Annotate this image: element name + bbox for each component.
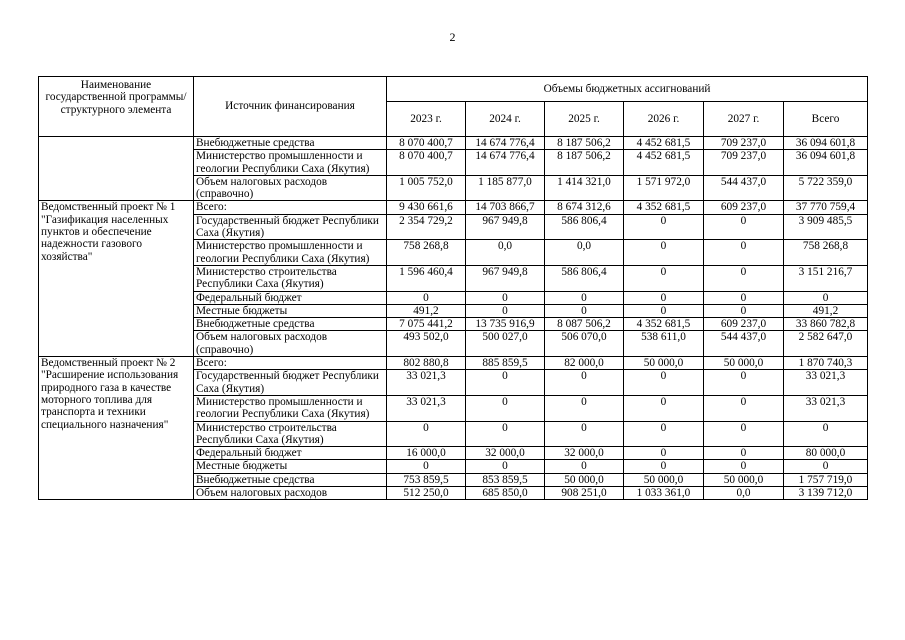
year-value: 0 xyxy=(624,395,704,421)
year-value: 4 352 681,5 xyxy=(624,201,704,214)
year-value: 8 070 400,7 xyxy=(387,137,466,150)
year-value: 50 000,0 xyxy=(624,473,704,486)
year-value: 0 xyxy=(704,370,784,396)
year-value: 493 502,0 xyxy=(387,331,466,357)
year-value: 8 087 506,2 xyxy=(545,318,624,331)
year-value: 0 xyxy=(624,421,704,447)
funding-source: Федеральный бюджет xyxy=(194,291,387,304)
year-value: 0 xyxy=(624,447,704,460)
year-value: 13 735 916,9 xyxy=(466,318,545,331)
total-value: 0 xyxy=(784,460,868,473)
year-value: 0,0 xyxy=(466,240,545,266)
year-value: 753 859,5 xyxy=(387,473,466,486)
year-value: 0 xyxy=(704,304,784,317)
year-value: 609 237,0 xyxy=(704,201,784,214)
year-value: 0 xyxy=(704,421,784,447)
funding-source: Всего: xyxy=(194,201,387,214)
year-value: 500 027,0 xyxy=(466,331,545,357)
year-value: 0,0 xyxy=(704,487,784,500)
funding-source: Всего: xyxy=(194,357,387,370)
year-value: 586 806,4 xyxy=(545,265,624,291)
year-value: 1 414 321,0 xyxy=(545,175,624,201)
year-value: 0 xyxy=(545,421,624,447)
year-value: 14 674 776,4 xyxy=(466,137,545,150)
table-row xyxy=(39,357,868,370)
year-value: 50 000,0 xyxy=(624,357,704,370)
header-year: 2026 г. xyxy=(624,102,704,137)
total-value: 33 021,3 xyxy=(784,395,868,421)
year-value: 967 949,8 xyxy=(466,265,545,291)
year-value: 0 xyxy=(545,291,624,304)
year-value: 8 187 506,2 xyxy=(545,137,624,150)
total-value: 3 139 712,0 xyxy=(784,487,868,500)
header-source: Источник финансирования xyxy=(194,77,387,137)
year-value: 802 880,8 xyxy=(387,357,466,370)
year-value: 0 xyxy=(466,421,545,447)
year-value: 16 000,0 xyxy=(387,447,466,460)
year-value: 8 187 506,2 xyxy=(545,150,624,176)
year-value: 50 000,0 xyxy=(704,357,784,370)
table-row xyxy=(39,201,868,214)
header-year: 2023 г. xyxy=(387,102,466,137)
total-value: 2 582 647,0 xyxy=(784,331,868,357)
year-value: 0 xyxy=(704,214,784,240)
year-value: 885 859,5 xyxy=(466,357,545,370)
year-value: 0 xyxy=(624,460,704,473)
year-value: 609 237,0 xyxy=(704,318,784,331)
year-value: 4 452 681,5 xyxy=(624,150,704,176)
year-value: 506 070,0 xyxy=(545,331,624,357)
structural-element-name: Ведомственный проект № 1 "Газификация населенных пунктов и обеспечение надежности газового хозяйства" xyxy=(39,201,194,357)
year-value: 709 237,0 xyxy=(704,137,784,150)
header-year: 2024 г. xyxy=(466,102,545,137)
total-value: 0 xyxy=(784,421,868,447)
funding-source: Объем налоговых расходов (справочно) xyxy=(194,331,387,357)
header-total: Всего xyxy=(784,102,868,137)
total-value: 5 722 359,0 xyxy=(784,175,868,201)
year-value: 0 xyxy=(704,460,784,473)
year-value: 0 xyxy=(624,370,704,396)
year-value: 0 xyxy=(545,370,624,396)
page-number: 2 xyxy=(449,30,456,44)
total-value: 33 860 782,8 xyxy=(784,318,868,331)
year-value: 4 352 681,5 xyxy=(624,318,704,331)
funding-source: Министерство строительства Республики Саха (Якутия) xyxy=(194,265,387,291)
year-value: 538 611,0 xyxy=(624,331,704,357)
year-value: 586 806,4 xyxy=(545,214,624,240)
year-value: 0 xyxy=(704,291,784,304)
year-value: 7 075 441,2 xyxy=(387,318,466,331)
year-value: 0 xyxy=(466,304,545,317)
funding-source: Объем налоговых расходов (справочно) xyxy=(194,175,387,201)
budget-table xyxy=(38,76,868,500)
funding-source: Государственный бюджет Республики Саха (Якутия) xyxy=(194,370,387,396)
year-value: 82 000,0 xyxy=(545,357,624,370)
year-value: 14 703 866,7 xyxy=(466,201,545,214)
funding-source: Государственный бюджет Республики Саха (Якутия) xyxy=(194,214,387,240)
year-value: 32 000,0 xyxy=(545,447,624,460)
funding-source: Внебюджетные средства xyxy=(194,473,387,486)
year-value: 1 033 361,0 xyxy=(624,487,704,500)
funding-source: Федеральный бюджет xyxy=(194,447,387,460)
year-value: 50 000,0 xyxy=(545,473,624,486)
funding-source: Министерство промышленности и геологии Республики Саха (Якутия) xyxy=(194,395,387,421)
year-value: 0 xyxy=(624,291,704,304)
year-value: 0 xyxy=(387,460,466,473)
year-value: 0 xyxy=(466,460,545,473)
year-value: 512 250,0 xyxy=(387,487,466,500)
total-value: 758 268,8 xyxy=(784,240,868,266)
year-value: 685 850,0 xyxy=(466,487,545,500)
year-value: 0 xyxy=(704,395,784,421)
year-value: 544 437,0 xyxy=(704,331,784,357)
year-value: 0 xyxy=(545,395,624,421)
year-value: 491,2 xyxy=(387,304,466,317)
structural-element-name: Ведомственный проект № 2 "Расширение использования природного газа в качестве моторного топлива для транспорта и техники специального назначения" xyxy=(39,357,194,500)
funding-source: Объем налоговых расходов xyxy=(194,487,387,500)
year-value: 33 021,3 xyxy=(387,370,466,396)
total-value: 33 021,3 xyxy=(784,370,868,396)
year-value: 14 674 776,4 xyxy=(466,150,545,176)
total-value: 0 xyxy=(784,291,868,304)
funding-source: Внебюджетные средства xyxy=(194,318,387,331)
year-value: 1 005 752,0 xyxy=(387,175,466,201)
year-value: 0 xyxy=(624,265,704,291)
year-value: 1 596 460,4 xyxy=(387,265,466,291)
year-value: 8 674 312,6 xyxy=(545,201,624,214)
header-volumes: Объемы бюджетных ассигнований xyxy=(387,77,868,102)
year-value: 967 949,8 xyxy=(466,214,545,240)
funding-source: Министерство строительства Республики Саха (Якутия) xyxy=(194,421,387,447)
year-value: 32 000,0 xyxy=(466,447,545,460)
year-value: 0 xyxy=(545,304,624,317)
year-value: 709 237,0 xyxy=(704,150,784,176)
year-value: 908 251,0 xyxy=(545,487,624,500)
year-value: 0 xyxy=(624,240,704,266)
total-value: 491,2 xyxy=(784,304,868,317)
year-value: 2 354 729,2 xyxy=(387,214,466,240)
total-value: 1 757 719,0 xyxy=(784,473,868,486)
total-value: 1 870 740,3 xyxy=(784,357,868,370)
table-body xyxy=(39,137,868,500)
year-value: 0 xyxy=(545,460,624,473)
year-value: 1 571 972,0 xyxy=(624,175,704,201)
funding-source: Местные бюджеты xyxy=(194,304,387,317)
year-value: 758 268,8 xyxy=(387,240,466,266)
year-value: 0,0 xyxy=(545,240,624,266)
header-year: 2027 г. xyxy=(704,102,784,137)
year-value: 0 xyxy=(624,214,704,240)
year-value: 0 xyxy=(704,447,784,460)
funding-source: Внебюджетные средства xyxy=(194,137,387,150)
funding-source: Местные бюджеты xyxy=(194,460,387,473)
year-value: 853 859,5 xyxy=(466,473,545,486)
year-value: 9 430 661,6 xyxy=(387,201,466,214)
total-value: 37 770 759,4 xyxy=(784,201,868,214)
year-value: 50 000,0 xyxy=(704,473,784,486)
total-value: 3 909 485,5 xyxy=(784,214,868,240)
funding-source: Министерство промышленности и геологии Республики Саха (Якутия) xyxy=(194,240,387,266)
year-value: 0 xyxy=(466,291,545,304)
total-value: 36 094 601,8 xyxy=(784,150,868,176)
year-value: 1 185 877,0 xyxy=(466,175,545,201)
structural-element-name xyxy=(39,137,194,201)
year-value: 0 xyxy=(624,304,704,317)
year-value: 8 070 400,7 xyxy=(387,150,466,176)
year-value: 0 xyxy=(704,240,784,266)
total-value: 36 094 601,8 xyxy=(784,137,868,150)
year-value: 544 437,0 xyxy=(704,175,784,201)
year-value: 0 xyxy=(704,265,784,291)
year-value: 4 452 681,5 xyxy=(624,137,704,150)
year-value: 33 021,3 xyxy=(387,395,466,421)
total-value: 80 000,0 xyxy=(784,447,868,460)
header-year: 2025 г. xyxy=(545,102,624,137)
year-value: 0 xyxy=(387,291,466,304)
header-element: Наименование государственной программы/ структурного элемента xyxy=(39,77,194,137)
year-value: 0 xyxy=(466,370,545,396)
funding-source: Министерство промышленности и геологии Республики Саха (Якутия) xyxy=(194,150,387,176)
year-value: 0 xyxy=(466,395,545,421)
total-value: 3 151 216,7 xyxy=(784,265,868,291)
year-value: 0 xyxy=(387,421,466,447)
table-row xyxy=(39,137,868,150)
